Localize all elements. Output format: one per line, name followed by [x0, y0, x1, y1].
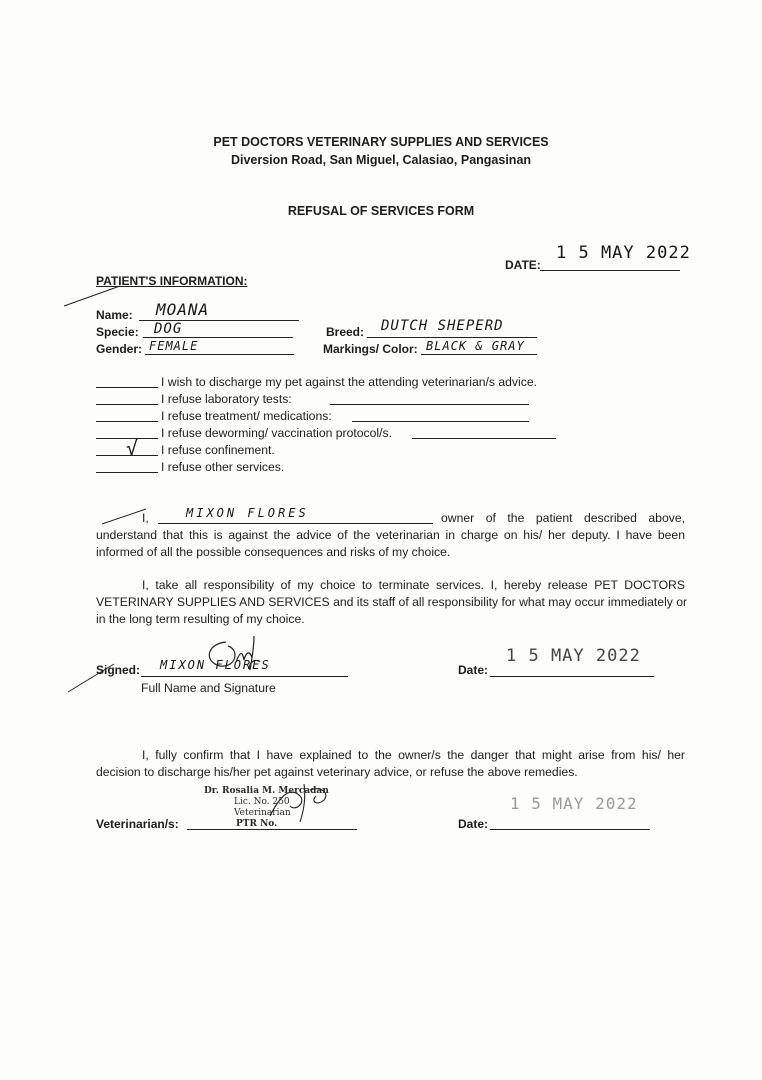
signature-caption: Full Name and Signature: [141, 681, 276, 695]
veterinarian-label: Veterinarian/s:: [96, 817, 179, 831]
markings-value: BLACK & GRAY: [426, 339, 525, 353]
checklist-item-2: I refuse laboratory tests:: [161, 392, 292, 406]
company-address: Diversion Road, San Miguel, Calasiao, Pangasinan: [230, 153, 532, 167]
specie-line: [143, 337, 293, 338]
form-title: REFUSAL OF SERVICES FORM: [287, 204, 475, 218]
specie-label: Specie:: [96, 325, 139, 339]
name-label: Name:: [96, 308, 133, 322]
checkbox-line-6[interactable]: [96, 472, 158, 473]
vet-stamp-title: Veterinarian: [234, 808, 291, 818]
pen-stroke-2: [100, 506, 148, 526]
vet-stamp-lic: Lic. No. 250: [234, 797, 290, 807]
markings-label: Markings/ Color:: [323, 342, 418, 356]
checkbox-line-3[interactable]: [96, 421, 158, 422]
signed-value: MIXON FLORES: [160, 658, 271, 672]
signed-label: Signed:: [96, 663, 140, 677]
check-mark-icon: √: [126, 436, 140, 460]
signed-line: [141, 676, 348, 677]
checklist-item-5: I refuse confinement.: [161, 443, 275, 457]
patient-section-label: PATIENT'S INFORMATION:: [96, 274, 248, 288]
checklist-item-4: I refuse deworming/ vaccination protocol/s.: [161, 426, 392, 440]
confirmation-line2: decision to discharge his/her pet against veterinary advice, or refuse the above remedies.: [96, 765, 578, 779]
pen-stroke: [62, 284, 122, 308]
checkbox-line-1[interactable]: [96, 387, 158, 388]
checklist-item-3: I refuse treatment/ medications:: [161, 409, 332, 423]
breed-value: DUTCH SHEPERD: [381, 318, 504, 334]
gender-label: Gender:: [96, 342, 143, 356]
statement-prefix: I,: [142, 511, 149, 525]
name-value: MOANA: [156, 300, 210, 319]
checklist-item-6: I refuse other services.: [161, 460, 285, 474]
gender-line: [145, 354, 294, 355]
vet-date-line: [490, 829, 650, 830]
company-name: PET DOCTORS VETERINARY SUPPLIES AND SERVICES: [213, 135, 549, 149]
markings-line: [421, 354, 537, 355]
date-value: 1 5 MAY 2022: [556, 243, 691, 263]
vet-date-stamp: 1 5 MAY 2022: [510, 794, 638, 813]
owner-date-stamp: 1 5 MAY 2022: [506, 646, 641, 666]
breed-label: Breed:: [326, 325, 365, 339]
date-line: [540, 270, 680, 271]
breed-line: [367, 337, 537, 338]
checklist-item-1: I wish to discharge my pet against the attending veterinarian/s advice.: [161, 375, 537, 389]
responsibility-line2: VETERINARY SUPPLIES AND SERVICES and its staff of all responsibility for what may occur immediately or: [96, 595, 688, 609]
responsibility-line3: in the long term resulting of my choice.: [96, 612, 305, 626]
statement-line3: informed of all the possible consequences and risks of my choice.: [96, 545, 451, 559]
vet-signature: [260, 776, 340, 826]
checkbox-line-2[interactable]: [96, 404, 158, 405]
vet-date-label: Date:: [458, 817, 489, 831]
gender-value: FEMALE: [149, 339, 199, 353]
date-label: DATE:: [505, 258, 541, 272]
owner-name-line: [158, 523, 433, 524]
owner-name-value: MIXON FLORES: [186, 506, 309, 520]
confirmation-line1: I, fully confirm that I have explained to the owner/s the danger that might arise from his/ her: [142, 748, 685, 762]
vet-stamp-name: Dr. Rosalia M. Mercadan: [204, 786, 329, 796]
statement-line2: understand that this is against the advice of the veterinarian in charge on his/ her deputy. I have been: [96, 528, 685, 542]
statement-line1-suffix: owner of the patient described above,: [441, 511, 685, 525]
vet-stamp-ptr: PTR No.: [236, 819, 278, 829]
owner-date-label: Date:: [458, 663, 489, 677]
vaccination-line[interactable]: [412, 438, 556, 439]
specie-value: DOG: [154, 321, 183, 337]
lab-tests-line[interactable]: [330, 404, 529, 405]
owner-date-line: [490, 676, 654, 677]
responsibility-line1: I, take all responsibility of my choice to terminate services. I, hereby release PET DOCTORS: [142, 578, 685, 592]
medications-line[interactable]: [352, 421, 529, 422]
